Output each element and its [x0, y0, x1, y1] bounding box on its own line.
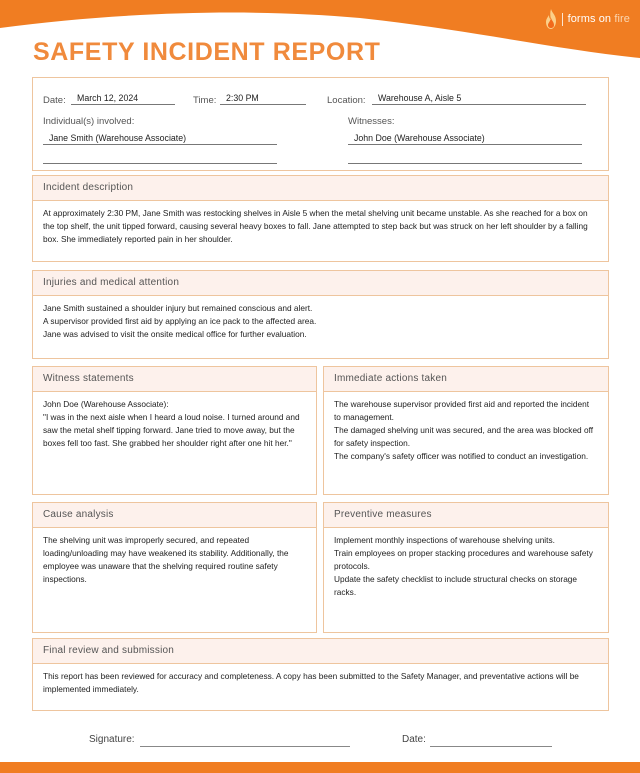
signature-label: Signature: [89, 734, 135, 745]
injuries-section [32, 270, 609, 359]
individual-field-2[interactable] [43, 163, 277, 164]
section-heading: Immediate actions taken [324, 367, 608, 392]
section-heading: Witness statements [33, 367, 316, 392]
injuries-text[interactable]: Jane Smith sustained a shoulder injury but remained conscious and alert. A supervisor provided first aid by applying an ice pack to the affected area. Jane was advised to visit the onsite medical office for further evaluation. [43, 303, 317, 339]
section-heading: Incident description [33, 176, 608, 201]
date-field[interactable]: March 12, 2024 [71, 93, 175, 105]
flame-icon [545, 9, 557, 29]
witness-statements-text[interactable]: John Doe (Warehouse Associate): "I was in the next aisle when I heard a loud noise. I turned around and saw the metal shelf tipping forward. Jane tried to move away, but the boxes fell too fast. She grabbed her shoulder right after one hit her." [43, 399, 300, 448]
cause-analysis-text[interactable]: The shelving unit was improperly secured, and repeated loading/unloading may have weakened its stability. Additionally, the employee was unaware that the shelving required routine safety inspections. [43, 535, 289, 584]
location-label: Location: [327, 95, 366, 106]
witness-statements-section [32, 366, 317, 495]
preventive-measures-text[interactable]: Implement monthly inspections of warehouse shelving units. Train employees on proper stacking procedures and warehouse safety protocols. Update the safety checklist to include structural checks on storage racks. [334, 535, 593, 597]
date-label: Date: [43, 95, 66, 106]
final-review-section [32, 638, 609, 711]
signature-field[interactable] [140, 746, 350, 747]
incident-description-text[interactable]: At approximately 2:30 PM, Jane Smith was restocking shelves in Aisle 5 when the metal shelving unit became unstable. As she reached for a box on the top shelf, the unit tipped forward, causing several heavy boxes to fall. Jane attempted to step back but was struck on her left shoulder by a falling box. She immediately reported pain in her shoulder. [43, 208, 588, 244]
time-field[interactable]: 2:30 PM [220, 93, 306, 105]
section-heading: Injuries and medical attention [33, 271, 608, 296]
individual-field-1[interactable]: Jane Smith (Warehouse Associate) [43, 133, 277, 145]
witness-field-1[interactable]: John Doe (Warehouse Associate) [348, 133, 582, 145]
incident-description-section [32, 175, 609, 262]
footer-band [0, 762, 640, 773]
incident-info-box [32, 77, 609, 171]
signature-date-field[interactable] [430, 746, 552, 747]
logo-divider [562, 13, 563, 26]
page-title: SAFETY INCIDENT REPORT [33, 38, 381, 66]
logo-text: forms on fire [567, 13, 630, 25]
individuals-label: Individual(s) involved: [43, 116, 135, 127]
signature-row [0, 733, 640, 749]
section-heading: Cause analysis [33, 503, 316, 528]
final-review-text[interactable]: This report has been reviewed for accuracy and completeness. A copy has been submitted to the Safety Manager, and preventative actions will be implemented immediately. [43, 671, 579, 694]
time-label: Time: [193, 95, 217, 106]
preventive-measures-section [323, 502, 609, 633]
location-field[interactable]: Warehouse A, Aisle 5 [372, 93, 586, 105]
witness-field-2[interactable] [348, 163, 582, 164]
immediate-actions-section [323, 366, 609, 495]
signature-date-label: Date: [402, 734, 426, 745]
immediate-actions-text[interactable]: The warehouse supervisor provided first aid and reported the incident to management. The damaged shelving unit was secured, and the area was blocked off for safety inspection. The company's safety officer was notified to conduct an investigation. [334, 399, 594, 461]
section-heading: Preventive measures [324, 503, 608, 528]
section-heading: Final review and submission [33, 639, 608, 664]
witnesses-label: Witnesses: [348, 116, 395, 127]
cause-analysis-section [32, 502, 317, 633]
forms-on-fire-logo [545, 9, 630, 29]
